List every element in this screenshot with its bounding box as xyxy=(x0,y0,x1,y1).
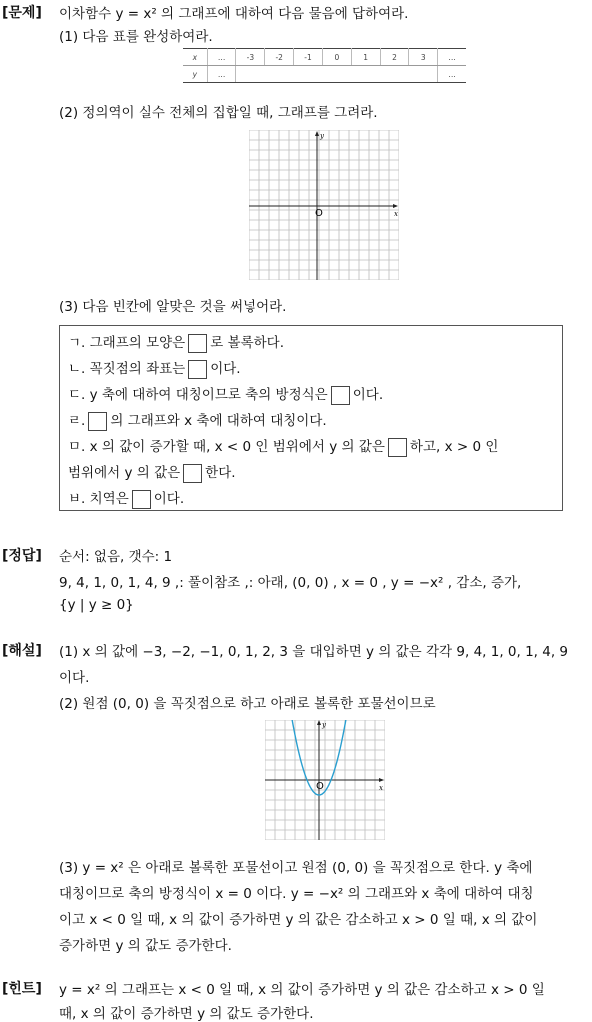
item-text: 한다. xyxy=(205,465,236,481)
item-text: 의 그래프와 x 축에 대하여 대칭이다. xyxy=(110,413,327,429)
table-cell: -3 xyxy=(236,49,265,66)
y-axis-label: y xyxy=(320,132,324,140)
answer-blank[interactable] xyxy=(183,464,202,483)
table-cell: … xyxy=(438,49,466,66)
table-cell: 3 xyxy=(409,49,438,66)
parabola-graph xyxy=(265,720,385,840)
item-f xyxy=(68,487,184,509)
item-text: 이다. xyxy=(153,491,185,507)
table-cell: 2 xyxy=(380,49,409,66)
table-cell xyxy=(236,66,265,83)
answer-blank[interactable] xyxy=(188,360,207,379)
item-text: ㄱ. 그래프의 모양은 xyxy=(68,335,186,351)
explanation-line-6: 이고 x < 0 일 때, x 의 값이 증가하면 y 의 값은 감소하고 x > 0 일 때, x 의 값이 xyxy=(59,912,538,928)
explanation-line-7: 증가하면 y 의 값도 증가한다. xyxy=(59,938,232,954)
item-text: 하고, x > 0 인 xyxy=(409,439,499,455)
hint-label: [힌트] xyxy=(2,981,42,997)
x-axis-label: x xyxy=(394,210,398,218)
question-3: (3) 다음 빈칸에 알맞은 것을 써넣어라. xyxy=(59,299,287,315)
table-row-x xyxy=(183,49,466,66)
table-cell: 1 xyxy=(351,49,380,66)
item-text: 범위에서 y 의 값은 xyxy=(68,465,181,481)
explanation-line-2: 이다. xyxy=(59,670,90,686)
y-axis-label: y xyxy=(322,721,326,729)
hint-line-2: 때, x 의 값이 증가하면 y 의 값도 증가한다. xyxy=(59,1006,314,1022)
table-cell: … xyxy=(207,66,236,83)
table-cell xyxy=(294,66,323,83)
question-2: (2) 정의역이 실수 전체의 집합일 때, 그래프를 그려라. xyxy=(59,105,378,121)
origin-label: O xyxy=(315,208,323,219)
table-cell: -1 xyxy=(294,49,323,66)
hint-line-1: y = x² 의 그래프는 x < 0 일 때, x 의 값이 증가하면 y 의 값은 감소하고 x > 0 일 xyxy=(59,982,545,998)
explanation-label: [해설] xyxy=(2,643,42,659)
answer-blank[interactable] xyxy=(188,334,207,353)
item-text: ㅁ. x 의 값이 증가할 때, x < 0 인 범위에서 y 의 값은 xyxy=(68,439,385,455)
y-axis-arrow xyxy=(315,131,319,136)
x-axis-arrow xyxy=(393,204,398,208)
answer-blank[interactable] xyxy=(132,490,151,509)
table-cell xyxy=(265,66,294,83)
item-text: ㄷ. y 축에 대하여 대칭이므로 축의 방정식은 xyxy=(68,387,328,403)
item-text: ㅂ. 치역은 xyxy=(68,491,129,507)
item-text: 이다. xyxy=(210,361,241,377)
explanation-line-3: (2) 원점 (0, 0) 을 꼭짓점으로 하고 아래로 볼록한 포물선이므로 xyxy=(59,696,436,712)
fill-in-box xyxy=(59,325,563,511)
answer-line-1: 순서: 없음, 갯수: 1 xyxy=(59,549,173,565)
item-text: 로 볼록하다. xyxy=(210,335,284,351)
problem-intro: 이차함수 y = x² 의 그래프에 대하여 다음 물음에 답하여라. xyxy=(59,6,409,22)
table-row-y xyxy=(183,66,466,83)
explanation-line-4: (3) y = x² 은 아래로 볼록한 포물선이고 원점 (0, 0) 을 꼭짓점으로 한다. y 축에 xyxy=(59,860,533,876)
table-cell: y xyxy=(183,66,207,83)
problem-label: [문제] xyxy=(2,5,42,21)
item-e-cont xyxy=(68,461,236,483)
answer-label: [정답] xyxy=(2,548,42,564)
table-cell: … xyxy=(438,66,466,83)
answer-line-2: 9, 4, 1, 0, 1, 4, 9 ,: 풀이참조 ,: 아래, (0, 0) , x = 0 , y = −x² , 감소, 증가, xyxy=(59,575,522,591)
item-text: 이다. xyxy=(352,387,384,403)
answer-line-3: {y | y ≥ 0} xyxy=(59,597,134,613)
table-cell xyxy=(380,66,409,83)
y-axis-arrow xyxy=(317,720,321,725)
answer-blank[interactable] xyxy=(88,412,107,431)
origin-label: O xyxy=(316,781,324,792)
x-axis-arrow xyxy=(379,778,384,782)
answer-blank[interactable] xyxy=(388,438,407,457)
explanation-line-1: (1) x 의 값에 −3, −2, −1, 0, 1, 2, 3 을 대입하면 y 의 값은 각각 9, 4, 1, 0, 1, 4, 9 xyxy=(59,644,569,660)
x-axis-label: x xyxy=(379,784,383,792)
table-cell: x xyxy=(183,49,207,66)
item-text: ㄴ. 꼭짓점의 좌표는 xyxy=(68,361,186,377)
table-cell: 0 xyxy=(322,49,351,66)
item-b xyxy=(68,357,241,379)
explanation-line-5: 대칭이므로 축의 방정식이 x = 0 이다. y = −x² 의 그래프와 x 축에 대하여 대칭 xyxy=(59,886,534,902)
item-a xyxy=(68,331,284,353)
item-e xyxy=(68,435,498,457)
question-1: (1) 다음 표를 완성하여라. xyxy=(59,29,213,45)
item-d xyxy=(68,409,327,431)
table-cell: … xyxy=(207,49,236,66)
table-cell xyxy=(322,66,351,83)
table-cell xyxy=(351,66,380,83)
item-text: ㄹ. xyxy=(68,413,86,429)
table-cell: -2 xyxy=(265,49,294,66)
item-c xyxy=(68,383,383,405)
value-table xyxy=(183,48,466,83)
blank-coordinate-grid xyxy=(249,130,399,280)
answer-blank[interactable] xyxy=(331,386,350,405)
table-cell xyxy=(409,66,438,83)
